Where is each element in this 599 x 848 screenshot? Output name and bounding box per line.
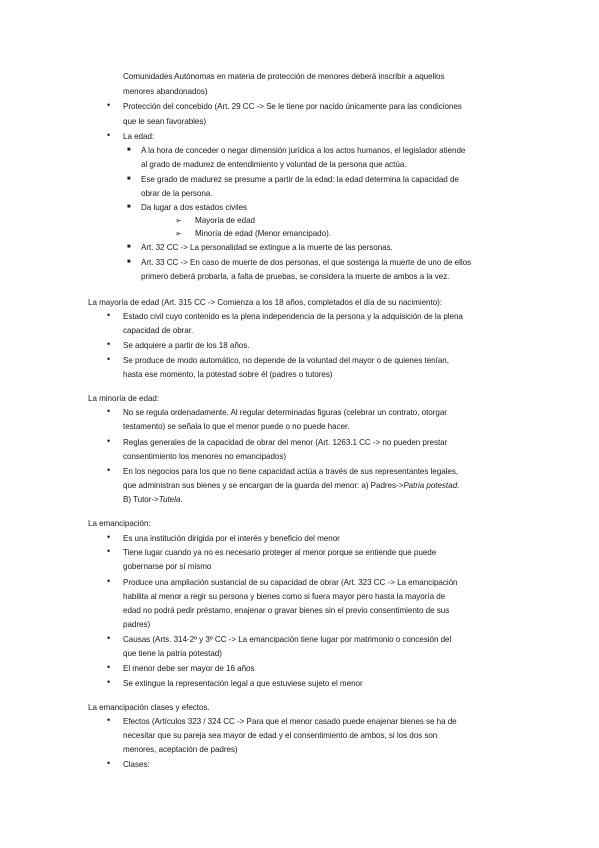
list-item: Efectos (Artículos 323 / 324 CC -> Para que el menor casado puede enajenar bienes se ha de xyxy=(123,717,457,726)
list-item: capacidad de obrar. xyxy=(123,326,194,335)
bullet-icon: • xyxy=(107,546,111,556)
list-item: Estado civil cuyo contenido es la plena independencia de la persona y la adquisición de la plena xyxy=(123,312,463,321)
bullet-icon: • xyxy=(107,339,111,349)
bullet-icon: • xyxy=(107,715,111,725)
list-item: Se extingue la representación legal a que estuviese sujeto el menor xyxy=(123,679,363,688)
list-item: No se regula ordenadamente. Al regular determinadas figuras (celebrar un contrato, otorgar xyxy=(123,408,447,417)
list-item: hasta ese momento, la potestad sobre él (padres o tutores) xyxy=(123,370,333,379)
bullet-icon: • xyxy=(107,130,111,140)
bullet-icon: • xyxy=(107,354,111,364)
square-bullet-icon: ■ xyxy=(127,244,131,250)
list-item: La edad: xyxy=(123,132,155,141)
section-heading: La minoría de edad: xyxy=(88,394,160,403)
section-heading: La emancipación: xyxy=(88,519,151,528)
bullet-icon: • xyxy=(107,677,111,687)
bullet-icon: • xyxy=(107,662,111,672)
list-item: testamento) se señala lo que el menor puede o no puede hacer. xyxy=(123,422,350,431)
list-item: menores, aceptación de padres) xyxy=(123,745,238,754)
sub-item: Art. 33 CC -> En caso de muerte de dos personas, el que sostenga la muerte de uno de ellos xyxy=(141,258,472,267)
bullet-icon: • xyxy=(107,633,111,643)
list-item: edad no podrá pedir préstamo, enajenar o gravar bienes sin el previo consentimiento de sus xyxy=(123,606,450,615)
bullet-icon: • xyxy=(107,576,111,586)
text-span: B) Tutor-> xyxy=(123,495,159,504)
list-item: Reglas generales de la capacidad de obrar del menor (Art. 1263.1 CC -> no pueden prestar xyxy=(123,438,448,447)
sub-item: A la hora de conceder o negar dimensión jurídica a los actos humanos, el legislador atiende xyxy=(141,146,466,155)
bullet-icon: • xyxy=(107,406,111,416)
italic-term: Patria potestad xyxy=(403,481,458,490)
arrow-bullet-icon: ➢ xyxy=(175,229,182,238)
list-item: consentimiento los menores no emancipados) xyxy=(123,452,287,461)
list-item: En los negocios para los que no tiene capacidad actúa a través de sus representantes legales, xyxy=(123,467,459,476)
text-span: . xyxy=(457,481,460,490)
intro-line: menores abandonados) xyxy=(123,87,208,96)
bullet-icon: • xyxy=(107,465,111,475)
sub-item: al grado de madurez de entendimiento y voluntad de la persona que actúa. xyxy=(141,160,407,169)
sub-sub-item: Mayoría de edad xyxy=(195,216,255,225)
bullet-icon: • xyxy=(107,532,111,542)
intro-line: Comunidades Autónomas en materia de protección de menores deberá inscribir a aquellos xyxy=(123,72,445,81)
text-span: . xyxy=(180,495,183,504)
list-item: gobernarse por sí mismo xyxy=(123,562,212,571)
bullet-icon: • xyxy=(107,310,111,320)
list-item: que tiene la patria potestad) xyxy=(123,649,222,658)
sub-item: Ese grado de madurez se presume a partir de la edad: la edad determina la capacidad de xyxy=(141,175,459,184)
section-heading: La mayoría de edad (Art. 315 CC -> Comienza a los 18 años, completados el día de su nacimiento): xyxy=(88,298,442,307)
sub-item: obrar de la persona. xyxy=(141,189,213,198)
bullet-icon: • xyxy=(107,758,111,768)
square-bullet-icon: ■ xyxy=(127,259,131,265)
list-item: Es una institución dirigida por el interés y beneficio del menor xyxy=(123,534,340,543)
list-item: padres) xyxy=(123,620,151,629)
sub-item: Art. 32 CC -> La personalidad se extingue a la muerte de las personas. xyxy=(141,243,393,252)
list-item xyxy=(123,480,459,491)
list-item: Protección del concebido (Art. 29 CC -> Se le tiene por nacido únicamente para las condiciones xyxy=(123,102,462,111)
bullet-icon: • xyxy=(107,100,111,110)
list-item: Produce una ampliación sustancial de su capacidad de obrar (Art. 323 CC -> La emancipación xyxy=(123,578,458,587)
square-bullet-icon: ■ xyxy=(127,204,131,210)
list-item: Se produce de modo automático, no depende de la voluntad del mayor o de quienes tenían, xyxy=(123,356,449,365)
italic-term: Tutela xyxy=(158,495,181,504)
sub-item: primero deberá probarla, a falta de pruebas, se considera la muerte de ambos a la vez. xyxy=(141,272,450,281)
list-item: Se adquiere a partir de los 18 años. xyxy=(123,341,250,350)
arrow-bullet-icon: ➢ xyxy=(175,216,182,225)
list-item xyxy=(123,494,183,505)
text-span: que administran sus bienes y se encargan de la guarda del menor: a) Padres-> xyxy=(123,481,404,490)
square-bullet-icon: ■ xyxy=(127,176,131,182)
bullet-icon: • xyxy=(107,436,111,446)
list-item: Tiene lugar cuando ya no es necesario proteger al menor porque se entiende que puede xyxy=(123,548,437,557)
list-item: que le sean favorables) xyxy=(123,117,206,126)
list-item: El menor debe ser mayor de 16 años xyxy=(123,664,255,673)
section-heading: La emancipación clases y efectos. xyxy=(88,703,210,712)
square-bullet-icon: ■ xyxy=(127,147,131,153)
list-item: Clases: xyxy=(123,760,150,769)
list-item: Causas (Arts. 314-2º y 3º CC -> La emancipación tiene lugar por matrimonio o concesión del xyxy=(123,635,452,644)
list-item: necesitar que su pareja sea mayor de edad y el consentimiento de ambos, si los dos son xyxy=(123,731,438,740)
sub-item: Da lugar a dos estados civiles xyxy=(141,203,248,212)
list-item: habilita al menor a regir su persona y bienes como si fuera mayor pero hasta la mayoría de xyxy=(123,592,446,601)
sub-sub-item: Minoría de edad (Menor emancipado). xyxy=(195,229,331,238)
